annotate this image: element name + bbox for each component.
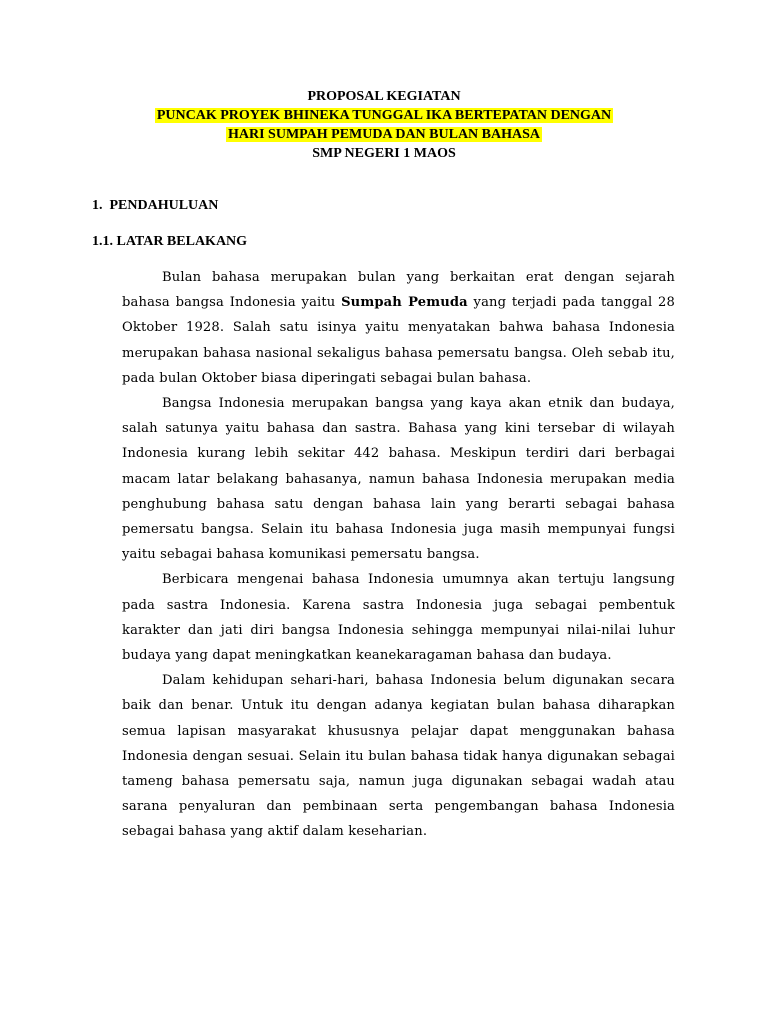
paragraph-1-text-start: Bulan bahasa merupakan bulan yang berkaitan erat dengan sejarah bahasa bangsa Indonesia yaitu [122, 270, 675, 311]
paragraph-3: Berbicara mengenai bahasa Indonesia umumnya akan tertuju langsung pada sastra Indonesia. Karena sastra Indonesia juga sebagai pembentuk karakter dan jati diri bangsa Indonesia sehingga mempunyai nilai-nilai luhur budaya yang dapat meningkatkan keanekaragaman bahasa dan budaya. [122, 572, 675, 664]
highlighted-subtitle-line-1: PUNCAK PROYEK BHINEKA TUNGGAL IKA BERTEPATAN DENGAN [156, 108, 612, 123]
paragraph-1-bold-term: Sumpah Pemuda [341, 295, 468, 311]
title-block [0, 87, 768, 163]
section-heading-pendahuluan: 1. PENDAHULUAN [92, 198, 219, 213]
paragraph-1 [122, 265, 675, 391]
subsection-heading-latar-belakang: 1.1. LATAR BELAKANG [92, 234, 248, 249]
paragraph-4: Dalam kehidupan sehari-hari, bahasa Indonesia belum digunakan secara baik dan benar. Untuk itu dengan adanya kegiatan bulan bahasa diharapkan semua lapisan masyarakat khususnya pelajar dapat menggunakan bahasa Indonesia dengan sesuai. Selain itu bulan bahasa tidak hanya digunakan sebagai tameng bahasa pemersatu saja, namun juga digunakan sebagai wadah atau sarana penyaluran dan pembinaan serta pengembangan bahasa Indonesia sebagai bahasa yang aktif dalam keseharian. [122, 673, 675, 840]
paragraph-1-text-end: yang terjadi pada tanggal 28 Oktober 1928. Salah satu isinya yaitu menyatakan bahwa bahasa Indonesia merupakan bahasa nasional sekaligus bahasa pemersatu bangsa. Oleh sebab itu, pada bulan Oktober biasa diperingati sebagai bulan bahasa. [122, 295, 676, 386]
body-text [122, 265, 675, 845]
paragraph-2: Bangsa Indonesia merupakan bangsa yang kaya akan etnik dan budaya, salah satunya yaitu bahasa dan sastra. Bahasa yang kini tersebar di wilayah Indonesia kurang lebih sekitar 442 bahasa. Meskipun terdiri dari berbagai macam latar belakang bahasanya, namun bahasa Indonesia merupakan media penghubung bahasa satu dengan bahasa lain yang berarti sebagai bahasa pemersatu bangsa. Selain itu bahasa Indonesia juga masih mempunyai fungsi yaitu sebagai bahasa komunikasi pemersatu bangsa. [122, 396, 675, 563]
highlighted-subtitle-line-2: HARI SUMPAH PEMUDA DAN BULAN BAHASA [227, 127, 541, 142]
school-name: SMP NEGERI 1 MAOS [312, 146, 456, 161]
proposal-title: PROPOSAL KEGIATAN [307, 89, 461, 104]
